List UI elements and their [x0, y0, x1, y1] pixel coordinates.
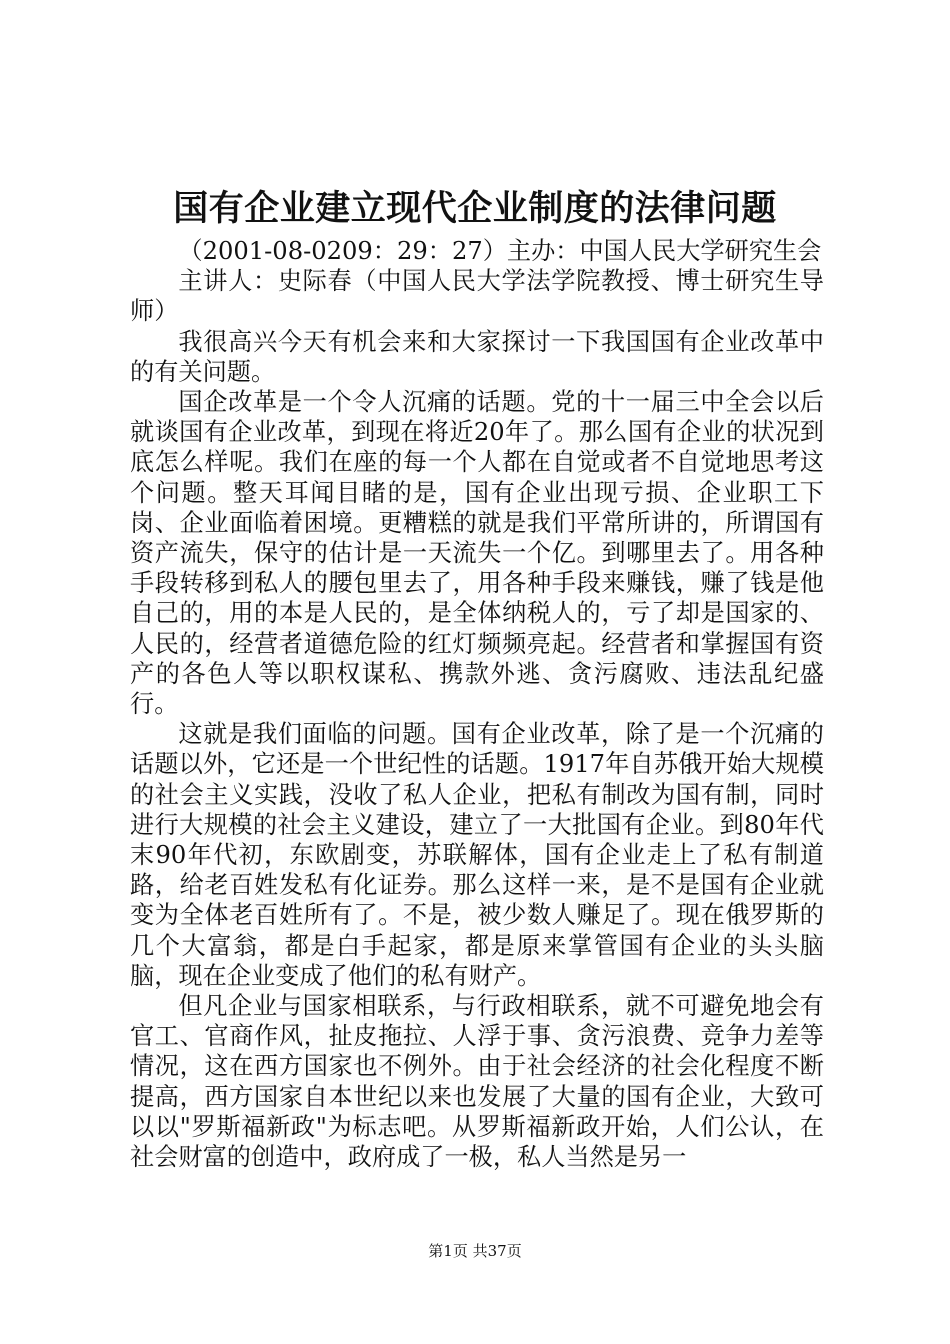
page-footer: 第1页 共37页: [428, 1242, 522, 1260]
meta-line: （2001-08-0209：29：27）主办：中国人民大学研究生会: [178, 237, 822, 265]
document-body: [130, 236, 824, 1172]
document-title: 国有企业建立现代企业制度的法律问题: [173, 188, 777, 229]
paragraph: 国企改革是一个令人沉痛的话题。党的十一届三中全会以后就谈国有企业改革，到现在将近20年了。那么国有企业的状况到底怎么样呢。我们在座的每一个人都在自觉或者不自觉地思考这个问题。整天耳闻目睹的是，国有企业出现亏损、企业职工下岗、企业面临着困境。更糟糕的就是我们平常所讲的，所谓国有资产流失，保守的估计是一天流失一个亿。到哪里去了。用各种手段转移到私人的腰包里去了，用各种手段来赚钱，赚了钱是他自己的，用的本是人民的，是全体纳税人的，亏了却是国家的、人民的，经营者道德危险的红灯频频亮起。经营者和掌握国有资产的各色人等以职权谋私、携款外逃、贪污腐败、违法乱纪盛行。: [130, 388, 824, 719]
paragraph: 这就是我们面临的问题。国有企业改革，除了是一个沉痛的话题以外，它还是一个世纪性的话题。1917年自苏俄开始大规模的社会主义实践，没收了私人企业，把私有制改为国有制，同时进行大规模的社会主义建设，建立了一大批国有企业。到80年代末90年代初，东欧剧变，苏联解体，国有企业走上了私有制道路，给老百姓发私有化证券。那么这样一来，是不是国有企业就变为全体老百姓所有了。不是，被少数人赚足了。现在俄罗斯的几个大富翁，都是白手起家，都是原来掌管国有企业的头头脑脑，现在企业变成了他们的私有财产。: [130, 720, 824, 990]
paragraph: 我很高兴今天有机会来和大家探讨一下我国国有企业改革中的有关问题。: [130, 327, 824, 386]
paragraph: 但凡企业与国家相联系，与行政相联系，就不可避免地会有官工、官商作风，扯皮拖拉、人浮于事、贪污浪费、竞争力差等情况，这在西方国家也不例外。由于社会经济的社会化程度不断提高，西方国家自本世纪以来也发展了大量的国有企业，大致可以以"罗斯福新政"为标志吧。从罗斯福新政开始，人们公认，在社会财富的创造中，政府成了一极，私人当然是另一: [130, 992, 824, 1172]
speaker-line: 主讲人：史际春（中国人民大学法学院教授、博士研究生导师）: [130, 267, 824, 326]
